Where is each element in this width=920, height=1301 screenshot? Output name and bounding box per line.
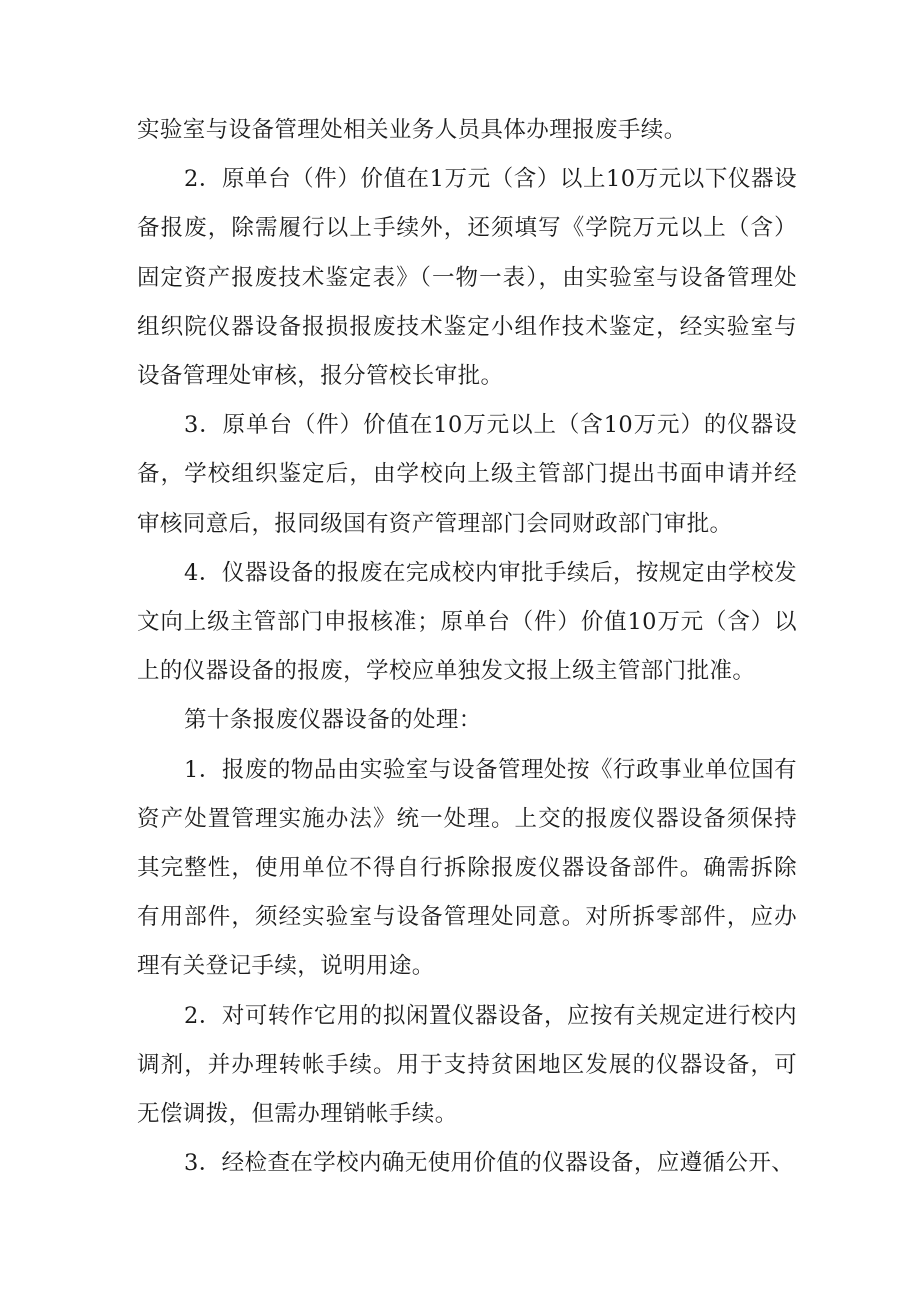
paragraph-disposal-2: 2．对可转作它用的拟闲置仪器设备，应按有关规定进行校内调剂，并办理转帐手续。用于支持贫困地区发展的仪器设备，可无偿调拨，但需办理销帐手续。 bbox=[137, 1002, 797, 1128]
paragraph-disposal-1: 1．报废的物品由实验室与设备管理处按《行政事业单位国有资产处置管理实施办法》统一处理。上交的报废仪器设备须保持其完整性，使用单位不得自行拆除报废仪器设备部件。确需拆除有用部件，须经实验室与设备管理处同意。对所拆零部件，应办理有关登记手续，说明用途。 bbox=[137, 756, 797, 980]
paragraph-item-2: 2．原单台（件）价值在1万元（含）以上10万元以下仪器设备报废，除需履行以上手续外，还须填写《学院万元以上（含）固定资产报废技术鉴定表》（一物一表），由实验室与设备管理处组织院仪器设备报损报废技术鉴定小组作技术鉴定，经实验室与设备管理处审核，报分管校长审批。 bbox=[137, 166, 797, 390]
paragraph-continuation: 实验室与设备管理处相关业务人员具体办理报废手续。 bbox=[137, 117, 687, 143]
article-heading: 第十条报废仪器设备的处理： bbox=[184, 707, 482, 734]
paragraph-item-4: 4．仪器设备的报废在完成校内审批手续后，按规定由学校发文向上级主管部门申报核准；原单台（件）价值10万元（含）以上的仪器设备的报废，学校应单独发文报上级主管部门批准。 bbox=[137, 559, 797, 685]
paragraph-item-3: 3．原单台（件）价值在10万元以上（含10万元）的仪器设备，学校组织鉴定后，由学校向上级主管部门提出书面申请并经审核同意后，报同级国有资产管理部门会同财政部门审批。 bbox=[137, 412, 797, 537]
paragraph-disposal-3: 3．经检查在学校内确无使用价值的仪器设备，应遵循公开、 bbox=[184, 1150, 795, 1177]
document-body bbox=[137, 106, 797, 1188]
